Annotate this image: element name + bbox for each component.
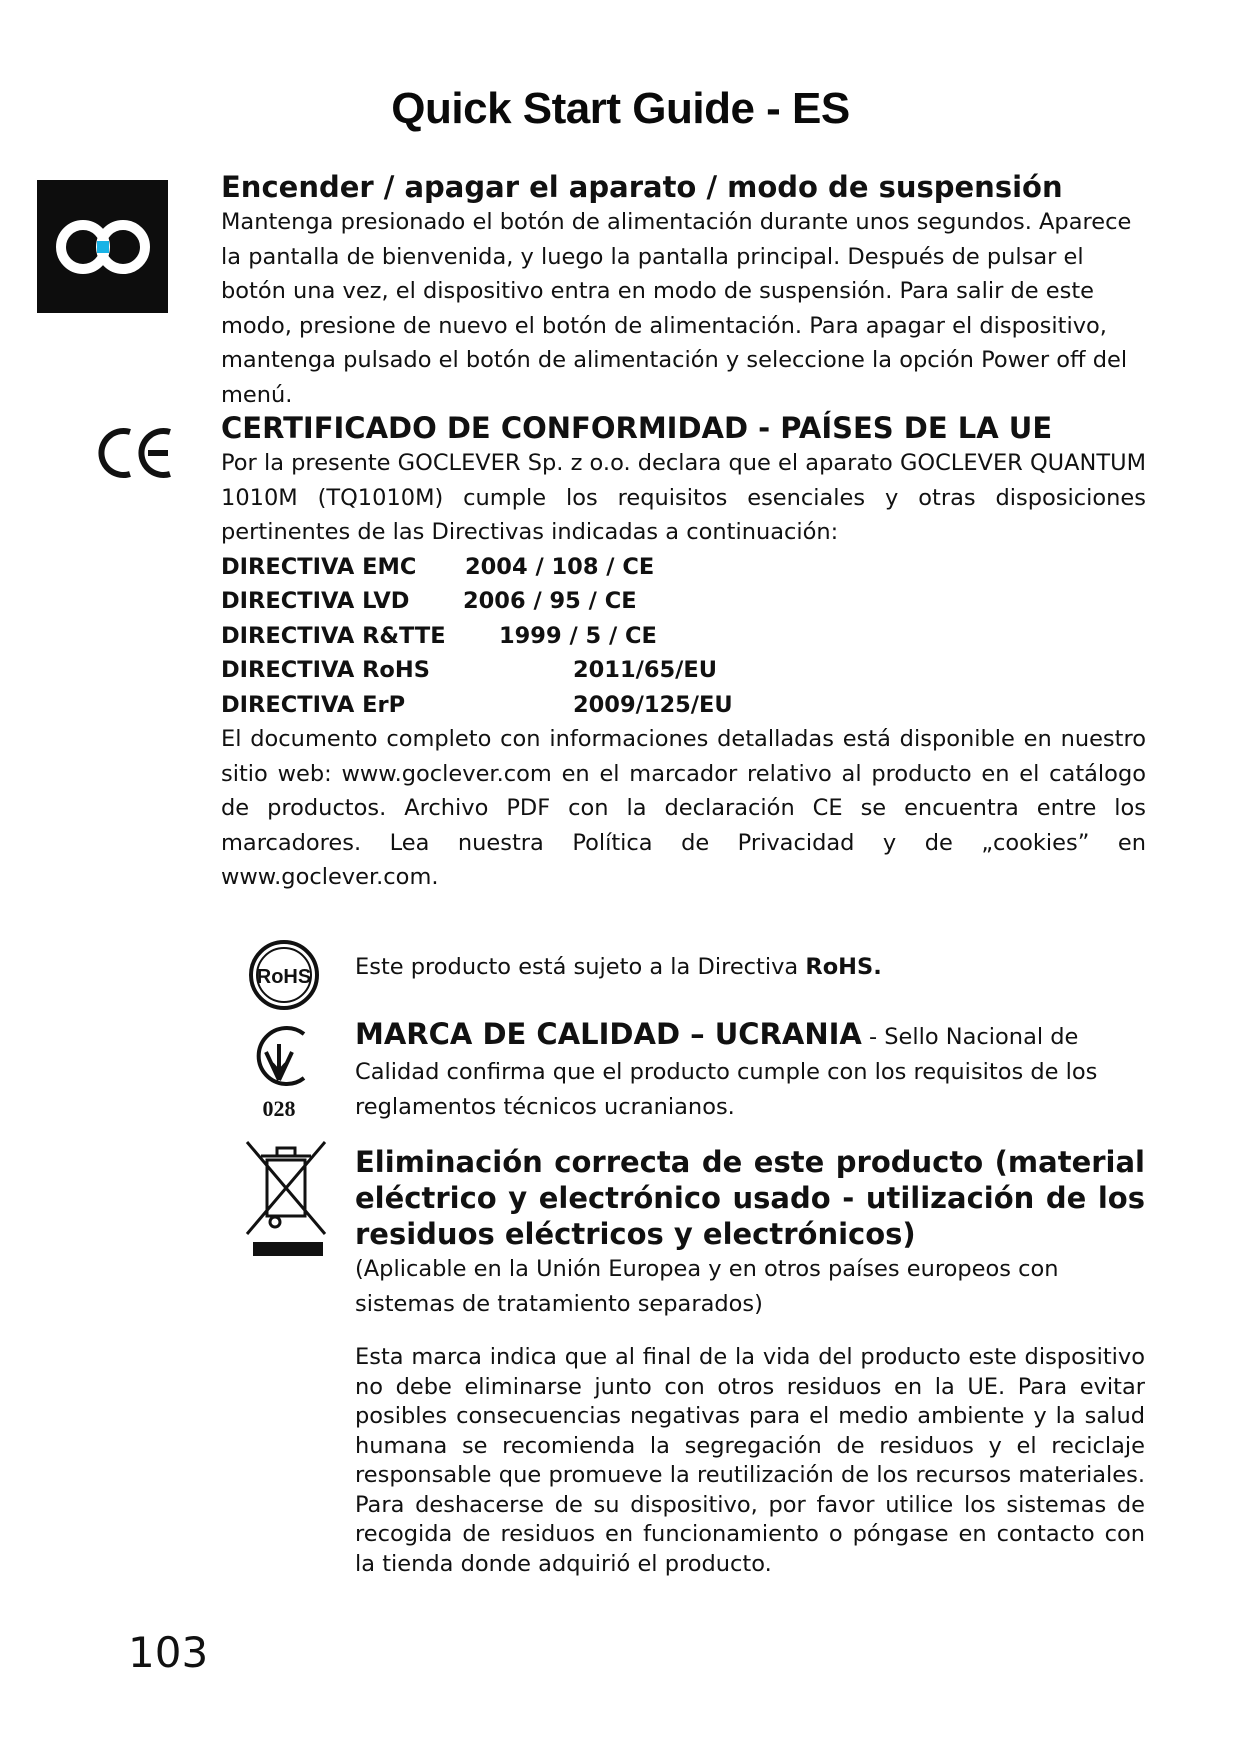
conformity-heading: CERTIFICADO DE CONFORMIDAD - PAÍSES DE LA UE bbox=[221, 411, 1053, 445]
directive-name: DIRECTIVA LVD bbox=[221, 588, 410, 614]
rohs-text-bold: RoHS. bbox=[805, 954, 882, 980]
rohs-icon bbox=[247, 938, 321, 1016]
directive-code: 2004 / 108 / CE bbox=[465, 553, 655, 580]
directive-row bbox=[221, 584, 1146, 619]
power-section bbox=[221, 169, 1146, 412]
ce-mark-icon bbox=[98, 424, 178, 486]
directive-row bbox=[221, 688, 1146, 723]
weee-note: (Aplicable en la Unión Europea y en otros países europeos con sistemas de tratamiento separados) bbox=[355, 1256, 1059, 1317]
rohs-badge-label: RoHS bbox=[256, 966, 312, 988]
directive-name: DIRECTIVA EMC bbox=[221, 553, 417, 580]
quality-text: - Sello Nacional de Calidad confirma que el producto cumple con los requisitos de los reglamentos técnicos ucranianos. bbox=[355, 1024, 1098, 1120]
directive-code: 2009/125/EU bbox=[573, 691, 733, 718]
directive-row bbox=[221, 619, 1146, 654]
directive-name: DIRECTIVA ErP bbox=[221, 691, 406, 718]
conformity-section bbox=[221, 410, 1146, 895]
power-heading: Encender / apagar el aparato / modo de suspensión bbox=[221, 170, 1063, 204]
ukraine-quality-mark-icon bbox=[246, 1020, 312, 1124]
directive-row bbox=[221, 653, 1146, 688]
conformity-intro: Por la presente GOCLEVER Sp. z o.o. declara que el aparato GOCLEVER QUANTUM 1010M (TQ1010M) cumple los requisitos esenciales y otras disposiciones pertinentes de las Directivas indicadas a continuación: bbox=[221, 450, 1146, 545]
weee-heading: Eliminación correcta de este producto (material eléctrico y electrónico usado - utilización de los residuos eléctricos y electrónicos) bbox=[355, 1145, 1145, 1251]
goclever-logo-icon bbox=[37, 180, 168, 313]
weee-body: Esta marca indica que al final de la vida del producto este dispositivo no debe eliminarse junto con otros residuos en la UE. Para evitar posibles consecuencias negativas para el medio ambiente y la salud humana se recomienda la segregación de residuos y el reciclaje responsable que promueve la reutilización de los recursos materiales. Para deshacerse de su dispositivo, por favor utilice los sistemas de recogida de residuos en funcionamiento o póngase en contacto con la tienda donde adquirió el producto. bbox=[355, 1344, 1145, 1577]
rohs-text: Este producto está sujeto a la Directiva bbox=[355, 954, 806, 980]
directive-name: DIRECTIVA RoHS bbox=[221, 657, 430, 683]
directive-code: 1999 / 5 / CE bbox=[499, 622, 657, 649]
directive-code: 2011/65/EU bbox=[573, 657, 718, 683]
conformity-outro: El documento completo con informaciones detalladas está disponible en nuestro sitio web: www.goclever.com en el marcador relativo al producto en el catálogo de productos. Archivo PDF con la declaración CE se encuentra entre los marcadores. Lea nuestra Política de Privacidad y de „cookies” en www.goclever.com. bbox=[221, 726, 1146, 890]
directive-name: DIRECTIVA R&TTE bbox=[221, 622, 446, 649]
quality-heading: MARCA DE CALIDAD – UCRANIA bbox=[355, 1017, 862, 1051]
power-body: Mantenga presionado el botón de alimentación durante unos segundos. Aparece la pantalla de bienvenida, y luego la pantalla principal. Después de pulsar el botón una vez, el dispositivo entra en modo de suspensión. Para salir de este modo, presione de nuevo el botón de alimentación. Para apagar el dispositivo, mantenga pulsado el botón de alimentación y seleccione la opción Power off del menú. bbox=[221, 209, 1132, 408]
directive-row bbox=[221, 550, 1146, 585]
crossed-bin-icon bbox=[243, 1138, 329, 1268]
quality-mark-number: 028 bbox=[262, 1096, 296, 1120]
rohs-section bbox=[355, 953, 1145, 983]
page-title: Quick Start Guide - ES bbox=[391, 84, 850, 133]
directive-code: 2006 / 95 / CE bbox=[463, 588, 637, 614]
quality-section bbox=[355, 1017, 1145, 1125]
page-number: 103 bbox=[128, 1628, 209, 1677]
weee-section bbox=[355, 1144, 1145, 1579]
